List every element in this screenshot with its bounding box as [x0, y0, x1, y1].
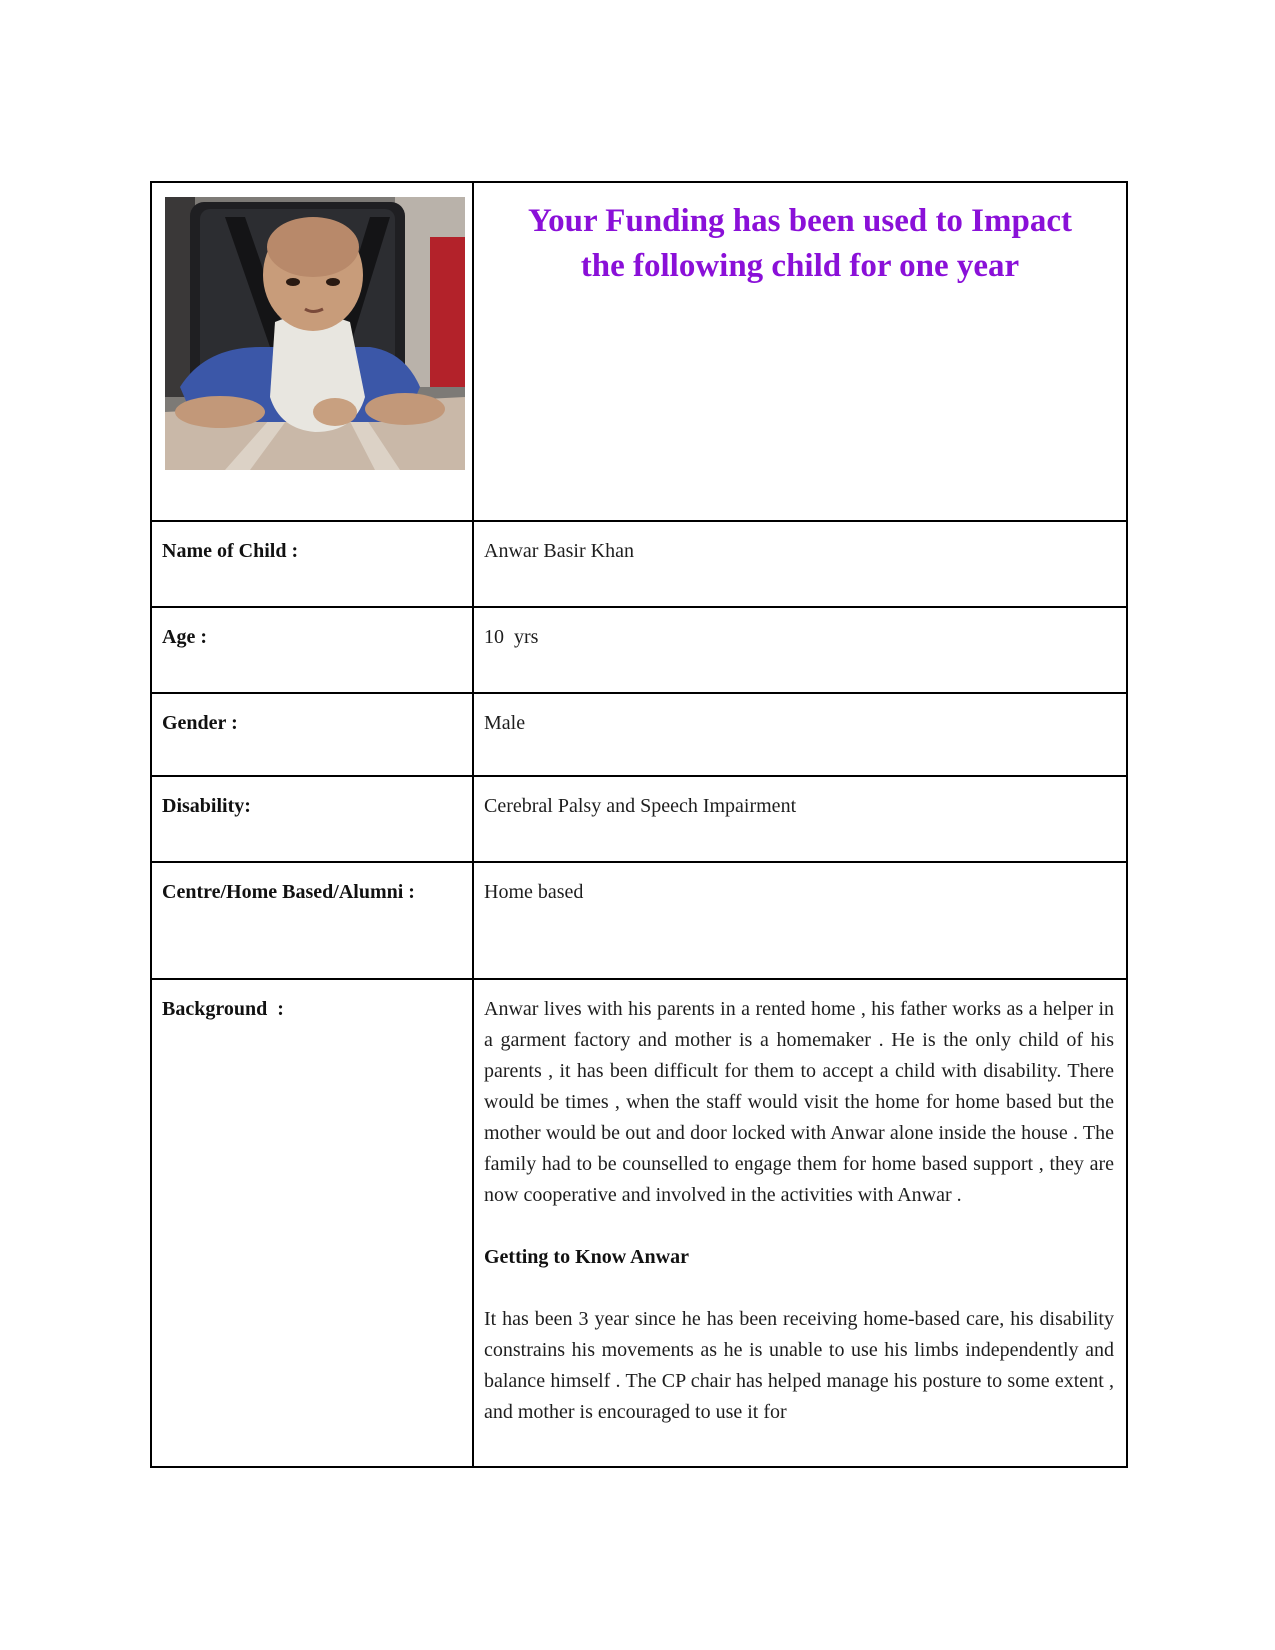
title-line-2: the following child for one year — [580, 248, 1020, 284]
background-label: Background : — [162, 998, 284, 1020]
centre-label: Centre/Home Based/Alumni : — [162, 881, 415, 903]
gender-label: Gender : — [162, 712, 238, 734]
child-photo — [165, 197, 465, 470]
name-value: Anwar Basir Khan — [484, 540, 634, 562]
gender-value: Male — [484, 712, 526, 734]
photo-cell — [151, 182, 473, 521]
page-title — [484, 199, 1116, 289]
title-cell — [473, 182, 1127, 521]
background-paragraph-1: Anwar lives with his parents in a rented home , his father works as a helper in a garment factory and mother is a homemaker . He is the only child of his parents , it has been difficult for them to accept a child with disability. There would be times , when the staff would visit the home for home based but the mother would be out and door locked with Anwar alone inside the house . The family had to be counselled to engage them for home based support , they are now cooperative and involved in the activities with Anwar . — [484, 998, 1114, 1206]
background-subheading: Getting to Know Anwar — [484, 1246, 689, 1268]
disability-label: Disability: — [162, 795, 251, 817]
age-value: 10 yrs — [484, 626, 539, 648]
child-profile-table — [150, 181, 1128, 1468]
title-line-1: Your Funding has been used to Impact — [527, 203, 1073, 239]
name-label: Name of Child : — [162, 540, 299, 562]
background-value — [474, 980, 1126, 1462]
centre-value: Home based — [484, 881, 584, 903]
background-paragraph-2: It has been 3 year since he has been receiving home-based care, his disability constrains his movements as he is unable to use his limbs independently and balance himself . The CP chair has helped manage his posture to some extent , and mother is encouraged to use it for — [484, 1308, 1114, 1423]
age-label: Age : — [162, 626, 207, 648]
disability-value: Cerebral Palsy and Speech Impairment — [484, 795, 797, 817]
